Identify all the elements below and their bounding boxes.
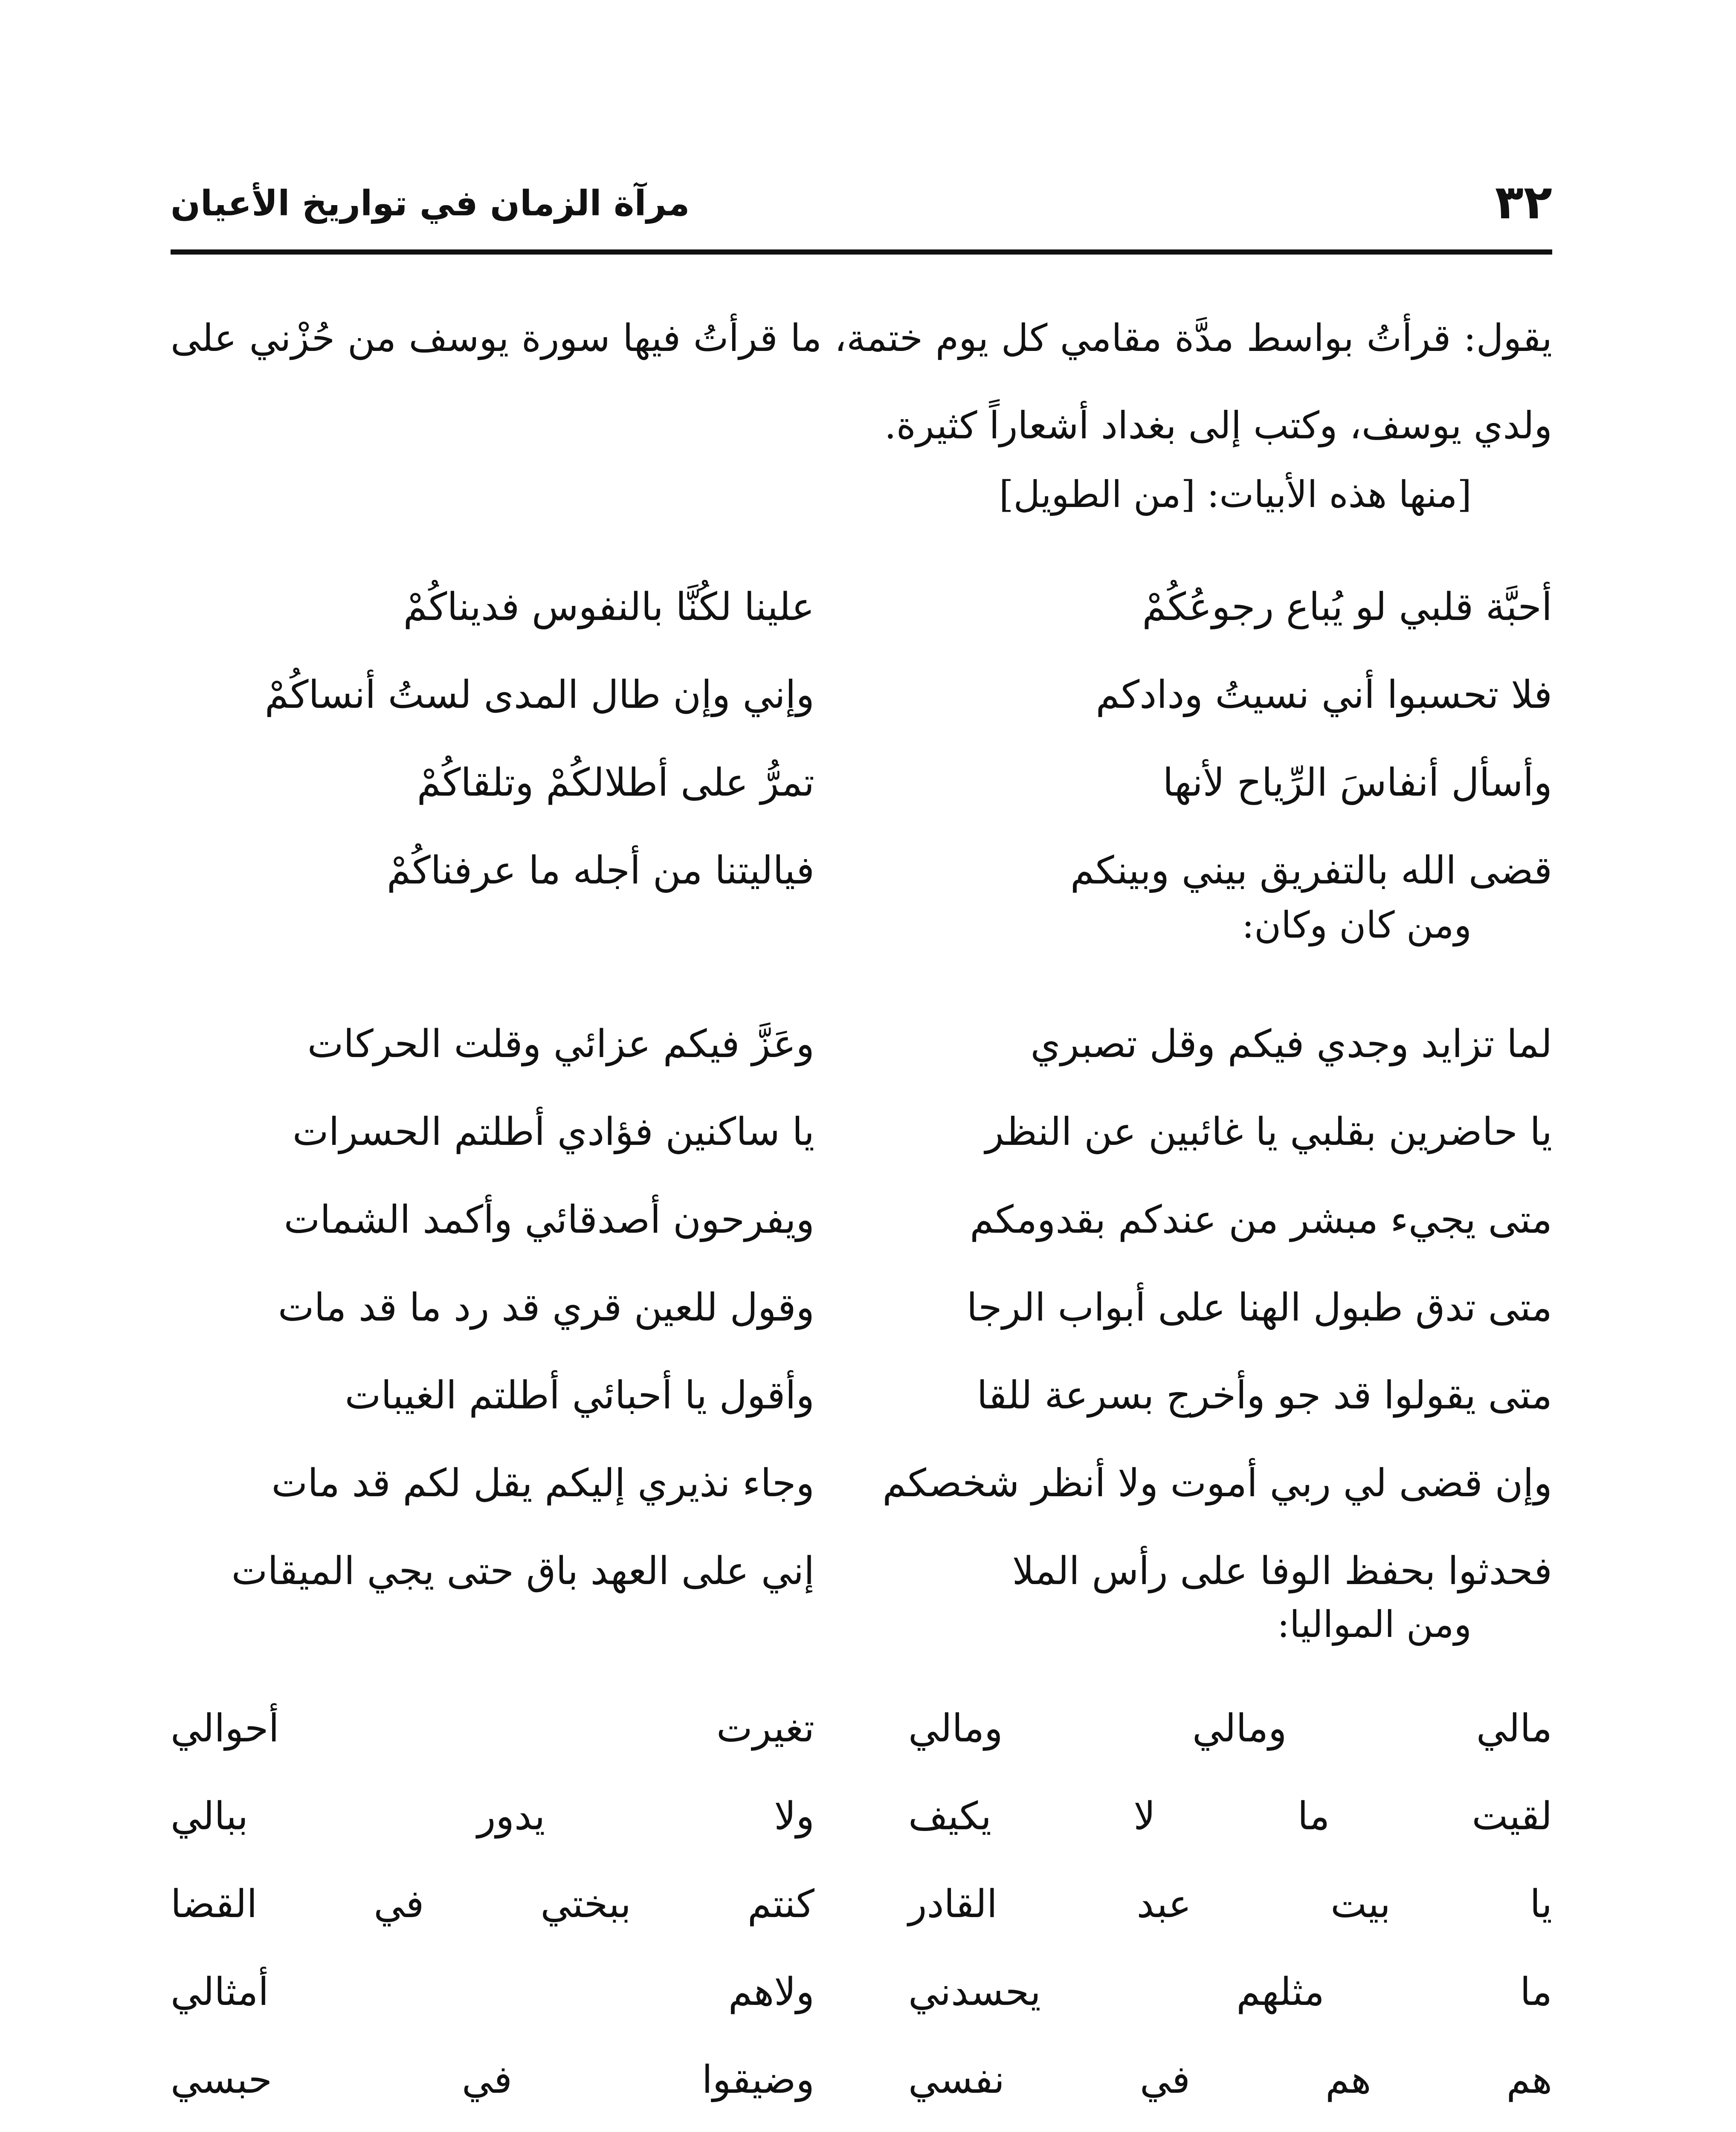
verse-row <box>171 2123 1552 2132</box>
verse-row <box>171 1439 1552 1527</box>
verse-first-hemistich: وإن قضى لي ربي أموت ولا أنظر شخصكم <box>882 1460 1552 1506</box>
verse-row <box>171 1684 1552 1772</box>
stanza-3-intro: ومن المواليا: <box>1277 1603 1472 1646</box>
verse-row <box>171 1000 1552 1088</box>
verse-second-hemistich: وأقول يا أحبائي أطلتم الغيبات <box>345 1373 814 1418</box>
verse-row <box>171 1860 1552 1948</box>
verse-first-hemistich: يا حاضرين بقلبي يا غائبين عن النظر <box>985 1109 1552 1154</box>
verse-first-hemistich: يا بيت عبد القادر <box>908 1881 1552 1926</box>
verse-first-hemistich: قضى الله بالتفريق بيني وبينكم <box>1070 848 1552 893</box>
verse-first-hemistich: متى يجيء مبشر من عندكم بقدومكم <box>970 1197 1552 1242</box>
verse-second-hemistich: وإني وإن طال المدى لستُ أنساكُمْ <box>264 672 814 717</box>
verse-second-hemistich: إني على العهد باق حتى يجي الميقات <box>231 1548 814 1593</box>
verse-row <box>171 826 1552 914</box>
verse-first-hemistich: فحدثوا بحفظ الوفا على رأس الملا <box>1012 1548 1552 1593</box>
page-header <box>171 171 1552 243</box>
verse-row <box>171 651 1552 739</box>
verse-row <box>171 1772 1552 1860</box>
header-rule <box>171 249 1552 255</box>
prose-paragraph <box>171 294 1552 469</box>
verse-row <box>171 739 1552 826</box>
verse-first-hemistich: لما تزايد وجدي فيكم وقل تصبري <box>1030 1021 1552 1066</box>
running-title: مرآة الزمان في تواريخ الأعيان <box>171 183 690 224</box>
verse-second-hemistich: تمرُّ على أطلالكُمْ وتلقاكُمْ <box>417 760 814 805</box>
verse-row <box>171 1263 1552 1351</box>
stanza-3 <box>171 1684 1552 2132</box>
verse-first-hemistich: ما مثلهم يحسدني <box>908 1969 1552 2014</box>
verse-second-hemistich: علينا لكُنَّا بالنفوس فديناكُمْ <box>403 584 814 629</box>
verse-second-hemistich: وعَزَّ فيكم عزائي وقلت الحركات <box>307 1021 814 1066</box>
verse-row <box>171 1527 1552 1615</box>
verse-first-hemistich: متى يقولوا قد جو وأخرج بسرعة للقا <box>977 1373 1552 1418</box>
verse-first-hemistich: أحبَّة قلبي لو يُباع رجوعُكُمْ <box>1142 584 1552 629</box>
verse-second-hemistich: ولاهم أمثالي <box>171 1969 814 2014</box>
verse-second-hemistich: ولا يدور ببالي <box>171 1793 814 1839</box>
verse-second-hemistich: وقول للعين قري قد رد ما قد مات <box>278 1285 814 1330</box>
verse-row <box>171 1088 1552 1176</box>
verse-second-hemistich: تغيرت أحوالي <box>171 1706 814 1751</box>
verse-second-hemistich: كنتم ببختي في القضا <box>171 1881 814 1926</box>
verse-row <box>171 2036 1552 2123</box>
verse-first-hemistich: فلا تحسبوا أني نسيتُ ودادكم <box>1096 672 1552 717</box>
stanza-1-intro: [منها هذه الأبيات: [من الطويل] <box>999 473 1472 516</box>
stanza-1 <box>171 563 1552 914</box>
page-number: ٣٢ <box>1495 175 1552 229</box>
verse-row <box>171 1948 1552 2036</box>
verse-first-hemistich: لقيت ما لا يكيف <box>908 1793 1552 1839</box>
verse-row <box>171 1351 1552 1439</box>
verse-second-hemistich: فياليتنا من أجله ما عرفناكُمْ <box>386 848 814 893</box>
verse-second-hemistich: يا ساكنين فؤادي أطلتم الحسرات <box>292 1109 814 1154</box>
verse-first-hemistich: مالي ومالي ومالي <box>908 1706 1552 1751</box>
verse-second-hemistich: ويفرحون أصدقائي وأكمد الشمات <box>284 1197 814 1242</box>
verse-second-hemistich: وضيقوا في حبسي <box>171 2057 814 2102</box>
verse-first-hemistich: هم هم في نفسي <box>908 2057 1552 2102</box>
stanza-2 <box>171 1000 1552 1615</box>
paragraph-text: يقول: قرأتُ بواسط مدَّة مقامي كل يوم ختمة، ما قرأتُ فيها سورة يوسف من حُزْني على ولدي يوسف، وكتب إلى بغداد أشعاراً كثيرة. <box>171 316 1552 447</box>
verse-row <box>171 563 1552 651</box>
verse-first-hemistich: متى تدق طبول الهنا على أبواب الرجا <box>966 1285 1552 1330</box>
verse-second-hemistich: وجاء نذيري إليكم يقل لكم قد مات <box>271 1460 814 1506</box>
verse-first-hemistich: وأسأل أنفاسَ الرِّياح لأنها <box>1162 760 1552 805</box>
verse-row <box>171 1176 1552 1263</box>
stanza-2-intro: ومن كان وكان: <box>1242 904 1472 947</box>
